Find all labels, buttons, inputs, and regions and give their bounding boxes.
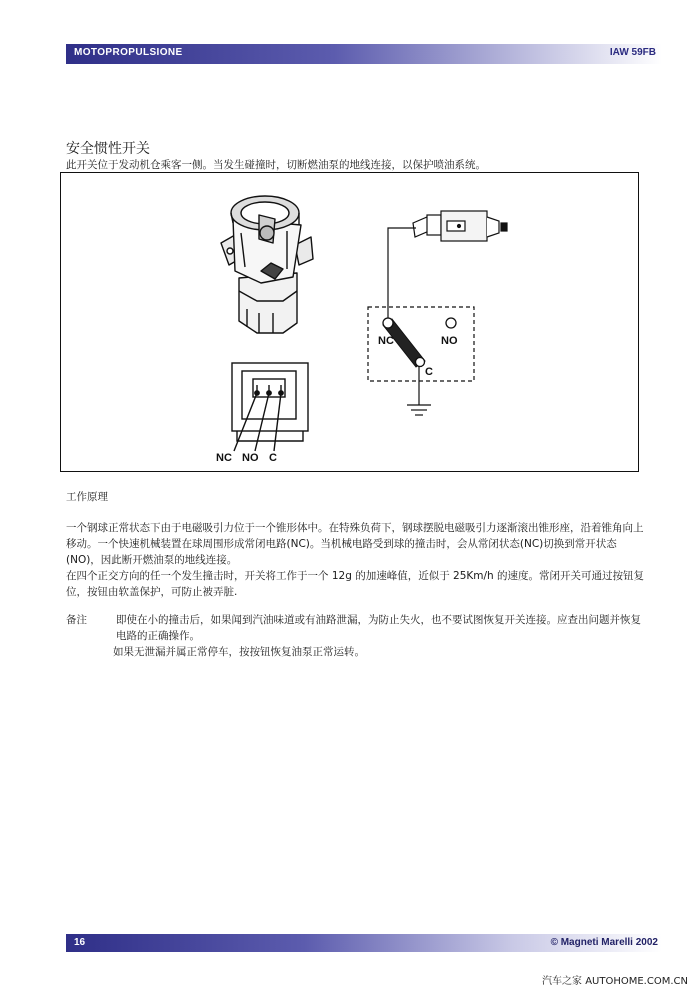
schematic-label-nc: NC [378, 335, 394, 347]
section-title: 安全惯性开关 [66, 141, 150, 157]
note-label: 备注 [66, 614, 87, 626]
watermark-text: 汽车之家 AUTOHOME.COM.CN [542, 976, 688, 987]
schematic-label-c: C [425, 366, 433, 378]
connector-label-nc: NC [216, 452, 232, 464]
copyright-notice: © Magneti Marelli 2002 [550, 937, 658, 948]
note-text: 即使在小的撞击后，如果闻到汽油味道或有油路泄漏，为防止失火，也不要试图恢复开关连接。应查出问题并恢复电路的正确操作。 [116, 614, 641, 642]
principle-paragraph-1: 一个钢球正常状态下由于电磁吸引力位于一个锥形体中。在特殊负荷下，钢球摆脱电磁吸引力逐渐滚出锥形座，沿着锥角向上移动。一个快速机械装置在球周围形成常闭电路(NC)。当机械电路受到球的撞击时，会从常闭状态(NC)切换到常开状态(NO)，因此断开燃油泵的地线连接。 [66, 522, 644, 566]
schematic-label-no: NO [441, 335, 458, 347]
connector-face-drawing [232, 363, 308, 451]
principle-paragraph-2: 在四个正交方向的任一个发生撞击时，开关将工作于一个 12g 的加速峰值，近似于 25Km/h 的速度。常闭开关可通过按钮复位，按钮由软盖保护，可防止被弄脏. [66, 570, 645, 598]
page-footer [66, 934, 662, 952]
page-number: 16 [74, 937, 86, 948]
inertia-switch-illustration [61, 173, 640, 473]
header-system-code: IAW 59FB [609, 47, 656, 58]
switch-body-drawing [221, 196, 313, 333]
principle-heading: 工作原理 [66, 491, 108, 503]
header-section-name: MOTOPROPULSIONE [74, 47, 183, 58]
connector-label-c: C [269, 452, 277, 464]
schematic-connector-plug [413, 211, 507, 241]
section-intro: 此开关位于发动机仓乘客一侧。当发生碰撞时，切断燃油泵的地线连接，以保护喷油系统。 [66, 159, 486, 171]
note-extra: 如果无泄漏并属正常停车，按按钮恢复油泵正常运转。 [113, 646, 365, 658]
connector-label-no: NO [242, 452, 259, 464]
page-header [66, 44, 662, 64]
figure-frame [60, 172, 639, 472]
